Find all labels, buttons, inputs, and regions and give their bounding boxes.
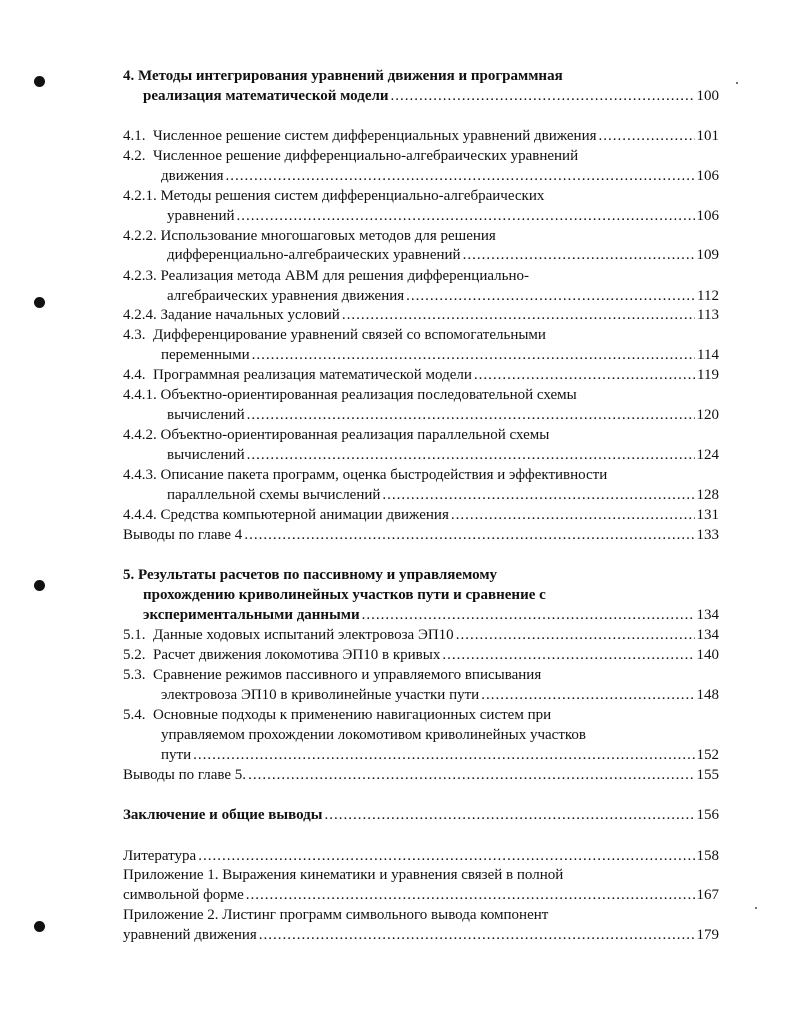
- toc-entry-4-3[interactable]: [161, 345, 719, 365]
- section-number: 4.3.: [123, 327, 146, 343]
- toc-entry-4-4-4[interactable]: [123, 505, 719, 525]
- binder-hole-4: [34, 921, 45, 932]
- toc-chapter-5-title-line-2: прохождению криволинейных участков пути и сравнение с: [143, 587, 546, 603]
- dot-leader: [463, 245, 695, 265]
- dot-leader: [406, 286, 695, 306]
- toc-entry-4-2-3-line-1: [123, 266, 719, 286]
- section-title: Приложение 1. Выражения кинематики и уравнения связей в полной: [123, 867, 564, 883]
- page-number: 152: [696, 747, 719, 763]
- section-number: 5.1.: [123, 627, 146, 643]
- dot-leader: [382, 485, 694, 505]
- section-title: Методы решения систем дифференциально-алгебраических: [160, 188, 545, 204]
- section-title: Заключение и общие выводы: [123, 807, 323, 823]
- dot-leader: [342, 305, 695, 325]
- page-number: 134: [696, 627, 719, 643]
- page-number: 100: [696, 88, 719, 104]
- section-title: Данные ходовых испытаний электровоза ЭП10: [153, 627, 454, 643]
- dot-leader: [252, 345, 695, 365]
- section-title: Средства компьютерной анимации движения: [160, 507, 449, 523]
- section-number: 4.4.1.: [123, 387, 157, 403]
- page-number: 106: [696, 208, 719, 224]
- section-title-continuation: управляемом прохождении локомотивом криволинейных участков: [161, 727, 586, 743]
- section-title: Выводы по главе 4: [123, 527, 243, 543]
- section-title: Задание начальных условий: [160, 307, 340, 323]
- dot-leader: [259, 925, 695, 945]
- section-number: 5.3.: [123, 667, 146, 683]
- page-number: 148: [696, 687, 719, 703]
- dot-leader: [599, 126, 695, 146]
- toc-entry-appendix-1-line-1: [123, 865, 719, 885]
- binder-hole-3: [34, 580, 45, 591]
- toc-entry-chapter-4-conclusions[interactable]: [123, 525, 719, 545]
- section-title: Реализация метода АВМ для решения дифференциально-: [160, 268, 529, 284]
- section-number: 4.4.2.: [123, 427, 157, 443]
- section-title: Литература: [123, 848, 197, 864]
- dot-leader: [442, 645, 694, 665]
- page-number: 120: [696, 407, 719, 423]
- dot-leader: [246, 885, 695, 905]
- page-number: 167: [696, 887, 719, 903]
- section-title-continuation: вычислений: [167, 447, 245, 463]
- section-title: Расчет движения локомотива ЭП10 в кривых: [153, 647, 441, 663]
- page-number: 158: [696, 848, 719, 864]
- toc-entry-appendix-1[interactable]: [123, 885, 719, 905]
- toc-entry-4-2-4[interactable]: [123, 305, 719, 325]
- page-number: 113: [697, 307, 719, 323]
- scan-speck: [755, 907, 757, 909]
- toc-entry-5-4-line-2: [161, 725, 719, 745]
- dot-leader: [248, 765, 694, 785]
- binder-hole-1: [34, 76, 45, 87]
- section-title: Объектно-ориентированная реализация параллельной схемы: [160, 427, 550, 443]
- toc-entry-5-3-line-1: [123, 665, 719, 685]
- toc-entry-5-2[interactable]: [123, 645, 719, 665]
- section-title: Описание пакета программ, оценка быстродействия и эффективности: [160, 467, 608, 483]
- toc-entry-5-4-line-1: [123, 705, 719, 725]
- toc-entry-4-4-1[interactable]: [167, 405, 719, 425]
- dot-leader: [481, 685, 694, 705]
- section-title: Объектно-ориентированная реализация последовательной схемы: [160, 387, 577, 403]
- dot-leader: [226, 166, 695, 186]
- toc-entry-5-3[interactable]: [161, 685, 719, 705]
- section-title-continuation: уравнений: [167, 208, 235, 224]
- section-title-continuation: символьной форме: [123, 887, 244, 903]
- toc-entry-4-2-line-1: [123, 146, 719, 166]
- page-number: 131: [696, 507, 719, 523]
- page-number: 124: [696, 447, 719, 463]
- toc-entry-4-4-2[interactable]: [167, 445, 719, 465]
- section-title-continuation: электровоза ЭП10 в криволинейные участки пути: [161, 687, 480, 703]
- page-number: 155: [696, 767, 719, 783]
- section-title-continuation: переменными: [161, 347, 250, 363]
- dot-leader: [456, 625, 695, 645]
- section-number: 4.4.3.: [123, 467, 157, 483]
- section-title-continuation: алгебраических уравнения движения: [167, 288, 405, 304]
- toc-entry-4-3-line-1: [123, 325, 719, 345]
- section-title: Приложение 2. Листинг программ символьного вывода компонент: [123, 907, 549, 923]
- page-number: 114: [697, 347, 719, 363]
- section-title: Численное решение дифференциально-алгебраических уравнений: [153, 148, 579, 164]
- dot-leader: [198, 846, 694, 866]
- toc-chapter-5-title-line-1: 5. Результаты расчетов по пассивному и управляемому: [123, 567, 498, 583]
- toc-entry-5-1[interactable]: [123, 625, 719, 645]
- section-number: 5.4.: [123, 707, 146, 723]
- toc-entry-4-1[interactable]: [123, 126, 719, 146]
- section-title-continuation: вычислений: [167, 407, 245, 423]
- page-number: 134: [696, 607, 719, 623]
- page-number: 106: [696, 168, 719, 184]
- binder-hole-2: [34, 297, 45, 308]
- toc-entry-appendix-2[interactable]: [123, 925, 719, 945]
- section-title-continuation: параллельной схемы вычислений: [167, 487, 381, 503]
- page-number: 179: [696, 927, 719, 943]
- dot-leader: [391, 86, 695, 106]
- section-number: 4.4.: [123, 367, 146, 383]
- toc-entry-chapter-5-conclusions[interactable]: [123, 765, 719, 785]
- table-of-contents: [123, 0, 719, 1024]
- section-number: 4.4.4.: [123, 507, 157, 523]
- toc-entry-4-2[interactable]: [161, 166, 719, 186]
- section-title-continuation: уравнений движения: [123, 927, 257, 943]
- toc-chapter-4-entry[interactable]: [143, 86, 719, 106]
- section-title: Использование многошаговых методов для решения: [160, 228, 496, 244]
- toc-entry-4-2-2-line-1: [123, 226, 719, 246]
- scan-speck: [736, 82, 738, 84]
- toc-entry-4-4-3-line-1: [123, 465, 719, 485]
- toc-entry-4-4-3[interactable]: [167, 485, 719, 505]
- section-number: 4.2.4.: [123, 307, 157, 323]
- toc-chapter-5-entry[interactable]: [143, 605, 719, 625]
- page-number: 140: [696, 647, 719, 663]
- toc-entry-appendix-2-line-1: [123, 905, 719, 925]
- dot-leader: [244, 525, 694, 545]
- dot-leader: [247, 445, 695, 465]
- toc-entry-4-4[interactable]: [123, 365, 719, 385]
- section-title-continuation: движения: [161, 168, 224, 184]
- section-number: 4.2.3.: [123, 268, 157, 284]
- toc-entry-4-4-2-line-1: [123, 425, 719, 445]
- page-number: 156: [696, 807, 719, 823]
- page-number: 101: [696, 128, 719, 144]
- dot-leader: [193, 745, 694, 765]
- page-number: 133: [696, 527, 719, 543]
- toc-entry-4-2-1-line-1: [123, 186, 719, 206]
- dot-leader: [474, 365, 695, 385]
- section-number: 4.2.: [123, 148, 146, 164]
- dot-leader: [247, 405, 695, 425]
- toc-entry-5-4[interactable]: [161, 745, 719, 765]
- section-number: 5.2.: [123, 647, 146, 663]
- toc-entry-4-2-3[interactable]: [167, 286, 719, 306]
- toc-entry-4-4-1-line-1: [123, 385, 719, 405]
- toc-entry-4-2-2[interactable]: [167, 245, 719, 265]
- dot-leader: [237, 206, 695, 226]
- section-title: Основные подходы к применению навигационных систем при: [153, 707, 552, 723]
- dot-leader: [362, 605, 695, 625]
- section-number: 4.1.: [123, 128, 146, 144]
- page-number: 112: [697, 288, 719, 304]
- toc-chapter-4-title-line-1: 4. Методы интегрирования уравнений движения и программная: [123, 68, 563, 84]
- toc-entry-literature[interactable]: [123, 846, 719, 866]
- section-number: 4.2.2.: [123, 228, 157, 244]
- dot-leader: [324, 805, 694, 825]
- section-title: Численное решение систем дифференциальных уравнений движения: [153, 128, 597, 144]
- section-title: Дифференцирование уравнений связей со вспомогательными: [153, 327, 546, 343]
- page-number: 128: [696, 487, 719, 503]
- toc-entry-4-2-1[interactable]: [167, 206, 719, 226]
- section-title: Выводы по главе 5.: [123, 767, 247, 783]
- section-title: Сравнение режимов пассивного и управляемого вписывания: [153, 667, 542, 683]
- dot-leader: [451, 505, 695, 525]
- toc-chapter-5-title-line-3: экспериментальными данными: [143, 607, 360, 623]
- page-number: 119: [697, 367, 719, 383]
- section-number: 4.2.1.: [123, 188, 157, 204]
- toc-chapter-4-title-line-2: реализация математической модели: [143, 88, 389, 104]
- section-title-continuation: пути: [161, 747, 192, 763]
- toc-entry-conclusion[interactable]: [123, 805, 719, 825]
- section-title-continuation: дифференциально-алгебраических уравнений: [167, 247, 461, 263]
- section-title: Программная реализация математической модели: [153, 367, 472, 383]
- page-number: 109: [696, 247, 719, 263]
